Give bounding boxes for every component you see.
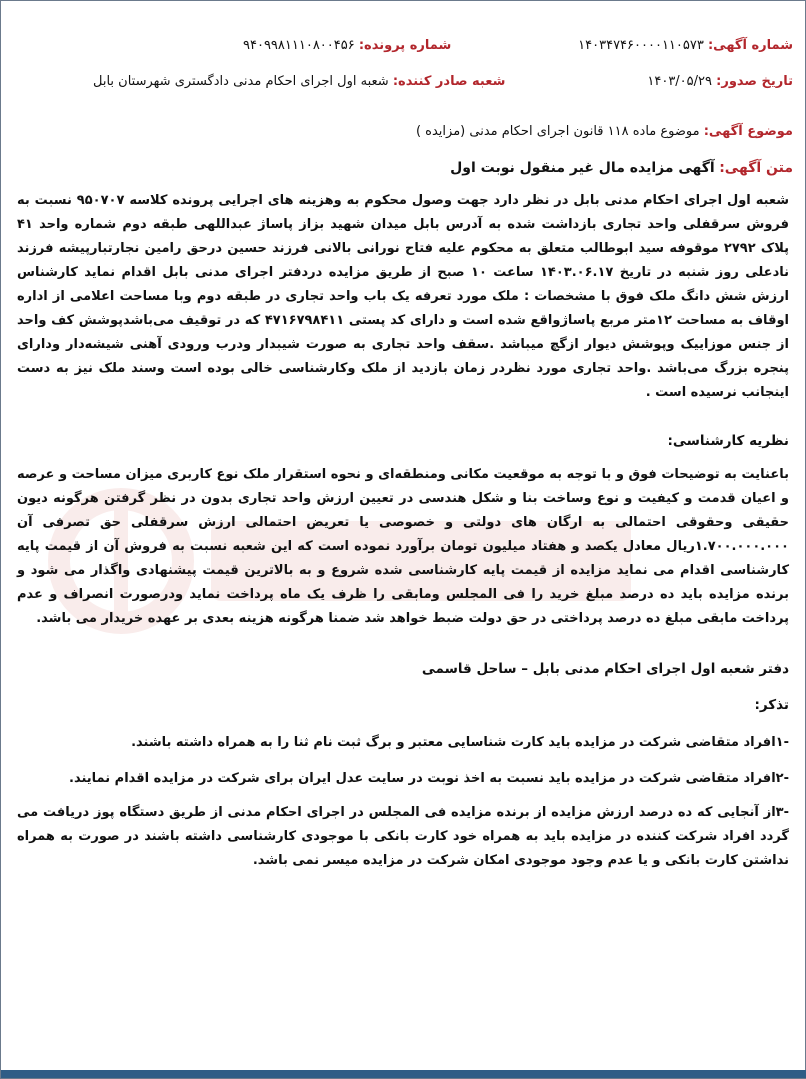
case-no-group bbox=[243, 35, 451, 57]
subject-row bbox=[13, 121, 793, 143]
signature-line: دفتر شعبه اول اجرای احکام مدنی بابل – ساحل قاسمی bbox=[421, 661, 789, 677]
case-no-label: شماره پرونده: bbox=[358, 38, 452, 53]
issuer-label: شعبه صادر کننده: bbox=[392, 74, 506, 89]
expert-paragraph: باعنایت به توضیحات فوق و با توجه به موقعیت مکانی ومنطقه‌ای و نحوه استقرار ملک نوع کاربری میزان مساحت و عرصه و اعیان قدمت و کیفیت و نوع وساخت بنا و شکل هندسی در تعیین ارزش واحد تجاری بدون در نظر گرفتن هرگونه دیون حقیقی وحقوقی احتمالی به ارگان های دولتی و خصوصی یا تعریض احتمالی ارزش سرقفلی حق تصرفی آن ۱.۷۰۰.۰۰۰.۰۰۰ریال معادل یکصد و هفتاد میلیون تومان برآورد نموده است که این شعبه نسبت به فروش آن از قیمت پایه کارشناسی اقدام می نماید مزایده از قیمت پایه کارشناسی شده شروع و به بالاترین قیمت پیشنهادی واگذار می شود و برنده مزایده باید ده درصد مبلغ خرید را فی المجلس ومابقی را ظرف یک ماه پرداخت نماید ودرصورت انصراف و عدم پرداخت مابقی مبلغ ده درصد پرداختی در حق دولت ضبط خواهد شد ضمنا هرگونه هزینه بعدی بر عهده خریدار می باشد. bbox=[17, 467, 789, 626]
notice-no-value: ۱۴۰۳۴۷۴۶۰۰۰۰۱۱۰۵۷۳ bbox=[578, 38, 704, 53]
subject-label: موضوع آگهی: bbox=[703, 124, 793, 139]
note-item-1: -۱افراد متقاضی شرکت در مزایده باید کارت شناسایی معتبر و برگ ثبت نام ثنا را به همراه داشته باشند. bbox=[131, 735, 789, 750]
main-paragraph: شعبه اول اجرای احکام مدنی بابل در نظر دارد جهت وصول محکوم به وهزینه های اجرایی پرونده کلاسه ۹۵۰۷۰۷ نسبت به فروش سرقفلی واحد تجاری بازداشت شده به آدرس بابل میدان شهید بزاز پاساژ عبداللهی طبقه دوم شماره واحد ۴۱ پلاک ۲۷۹۲ موقوفه سید ابوطالب متعلق به محکوم علیه فتاح نورانی بالانی فرزند حسین درحق رامین نجارتبارپیشه فرزند نادعلی روز شنبه در تاریخ ۱۴۰۳.۰۶.۱۷ ساعت ۱۰ صبح از طریق مزایده دردفتر اجرای مدنی بابل اقدام نماید کارشناس ارزش شش دانگ ملک فوق با مشخصات : ملک مورد تعرفه یک باب واحد تجاری در طبقه دوم وبا مساحت اعلامی از اداره اوقاف به مساحت ۱۲متر مربع پاساژواقع شده است و دارای کد پستی ۴۷۱۶۷۹۸۴۱۱ که در توقیف می‌باشدپوشش کف واحد از جنس موزاییک وپوشش دیوار ازگچ میباشد .سقف واحد تجاری به صورت شیبدار ودرب ورودی آهنی شیشه‌دار ودارای پنجره بزرگ می‌باشد .واحد تجاری مورد نظردر زمان بازدید از ملک وکارشناسی خالی بوده است وسند ملک نیز به دست اینجانب نرسیده است . bbox=[17, 193, 790, 400]
header-row-1 bbox=[13, 35, 793, 57]
text-heading-row bbox=[13, 157, 793, 179]
issuer-group bbox=[93, 71, 505, 93]
note-item-2: -۲افراد متقاضی شرکت در مزایده باید نسبت به اخذ نوبت در سایت عدل ایران برای شرکت در مزایده اقدام نمایند. bbox=[69, 771, 789, 786]
note-item-3: -۳از آنجایی که ده درصد ارزش مزایده از برنده مزایده فی المجلس در اجرای احکام مدنی از طریق دستگاه پوز دریافت می گردد افراد شرکت کننده در مزایده باید به همراه خود کارت بانکی با موجودی کارشناسی داشته باشند در صورت به همراه نداشتن کارت بانکی و یا عدم وجود موجودی امکان شرکت در مزایده میسر نمی باشد. bbox=[17, 805, 789, 868]
case-no-value: ۹۴۰۹۹۸۱۱۱۰۸۰۰۴۵۶ bbox=[243, 38, 355, 53]
issue-date-value: ۱۴۰۳/۰۵/۲۹ bbox=[647, 74, 712, 89]
text-heading-label: متن آگهی: bbox=[719, 160, 793, 176]
text-heading-value: آگهی مزایده مال غیر منقول نوبت اول bbox=[450, 160, 715, 176]
header-row-2 bbox=[13, 71, 793, 93]
issuer-value: شعبه اول اجرای احکام مدنی دادگستری شهرستان بابل bbox=[93, 74, 389, 89]
issue-date-label: تاریخ صدور: bbox=[716, 74, 793, 89]
expert-title: نظریه کارشناسی: bbox=[667, 433, 789, 449]
bottom-bar bbox=[1, 1070, 806, 1078]
notes-title: تذکر: bbox=[754, 697, 789, 713]
notice-no-label: شماره آگهی: bbox=[707, 38, 793, 53]
subject-value: موضوع ماده ۱۱۸ قانون اجرای احکام مدنی (مزایده ) bbox=[415, 124, 700, 139]
